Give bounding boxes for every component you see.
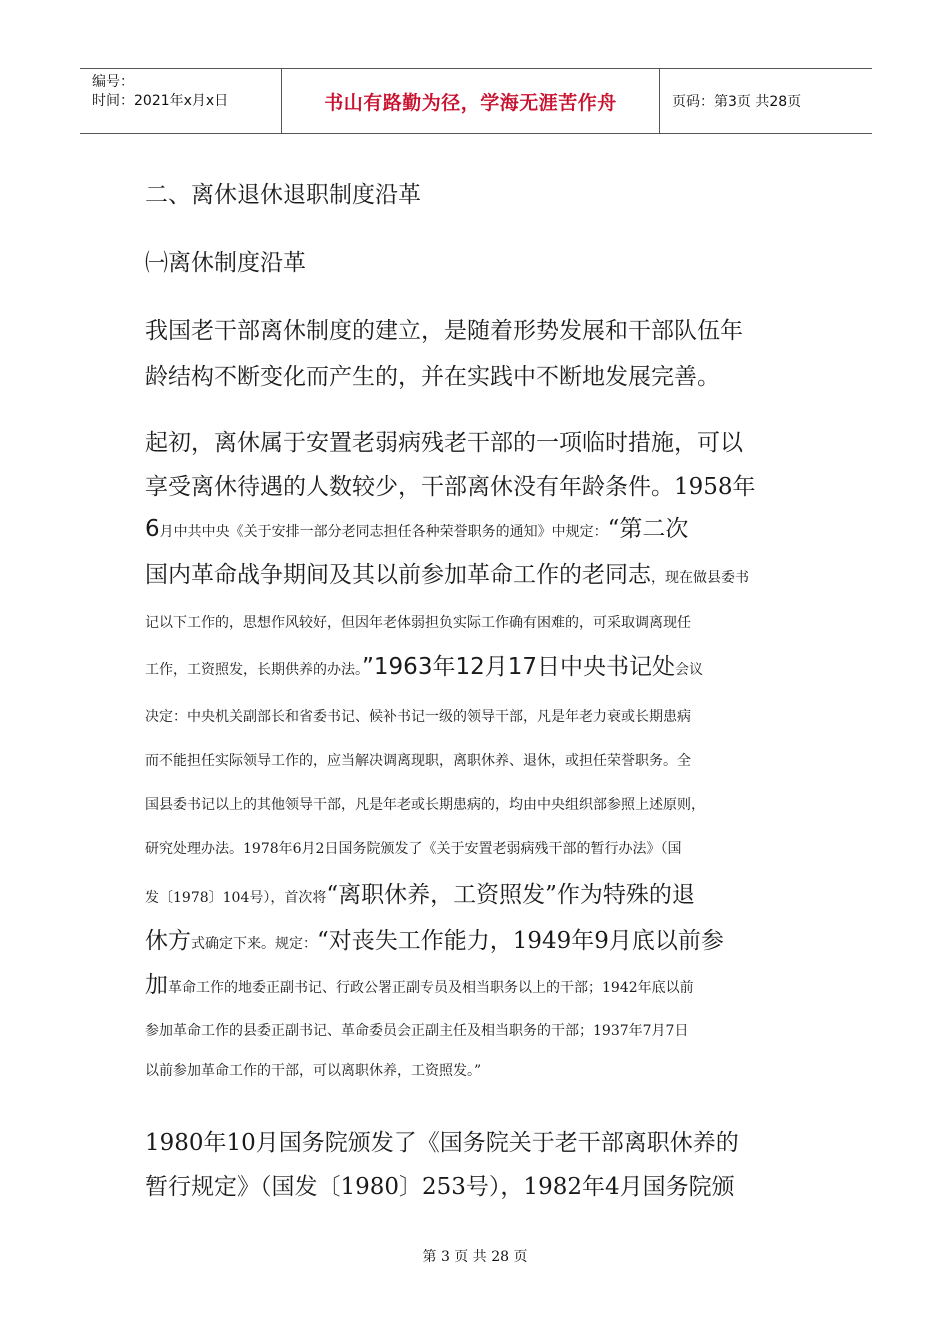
text-run: 休方 bbox=[145, 928, 191, 954]
subsection-heading: ㈠离休制度沿革 bbox=[145, 250, 306, 276]
page-footer: 第 3 页 共 28 页 bbox=[422, 1249, 528, 1265]
text-run: “离职休养，工资照发”作为特殊的退 bbox=[326, 882, 695, 908]
paragraph-3-line-2: 暂行规定》（国发〔1980〕253号），1982年4月国务院颁 bbox=[145, 1174, 735, 1200]
paragraph-2-line-13 bbox=[145, 966, 694, 999]
text-run: “第二次 bbox=[607, 516, 689, 542]
text-run: 革命工作的地委正副书记、行政公署正副专员及相当职务以上的干部；1942年底以前 bbox=[168, 980, 694, 996]
paragraph-2-line-4 bbox=[145, 556, 749, 589]
text-run: “对丧失工作能力，1949年9月底以前参 bbox=[317, 928, 724, 954]
paragraph-2-line-10: 研究处理办法。1978年6月2日国务院颁发了《关于安置老弱病残干部的暂行办法》（国 bbox=[145, 841, 682, 857]
paragraph-2-line-5: 记以下工作的，思想作风较好，但因年老体弱担负实际工作确有困难的，可采取调离现任 bbox=[145, 615, 691, 631]
section-heading: 二、离休退休退职制度沿革 bbox=[145, 182, 421, 208]
paragraph-2-line-2: 享受离休待遇的人数较少，干部离休没有年龄条件。1958年 bbox=[145, 474, 756, 500]
paragraph-2-line-3 bbox=[145, 510, 688, 543]
paragraph-2-line-1: 起初，离休属于安置老弱病残老干部的一项临时措施，可以 bbox=[145, 430, 743, 456]
text-run: 式确定下来。规定： bbox=[191, 936, 317, 952]
paragraph-3-line-1: 1980年10月国务院颁发了《国务院关于老干部离职休养的 bbox=[145, 1130, 739, 1156]
paragraph-2-line-11 bbox=[145, 876, 695, 909]
paragraph-2-line-9: 国县委书记以上的其他领导干部，凡是年老或长期患病的，均由中央组织部参照上述原则， bbox=[145, 797, 705, 813]
paragraph-1-line-1: 我国老干部离休制度的建立，是随着形势发展和干部队伍年 bbox=[145, 318, 743, 344]
paragraph-2-line-12 bbox=[145, 922, 724, 955]
paragraph-2-line-15: 以前参加革命工作的干部，可以离职休养，工资照发。” bbox=[145, 1063, 482, 1079]
header-page-info: 页码：第3页 共28页 bbox=[672, 94, 802, 110]
text-run: ，现在做县委书 bbox=[651, 570, 749, 586]
paragraph-2-line-6 bbox=[145, 648, 703, 681]
text-run: 月中共中央《关于安排一部分老同志担任各种荣誉职务的通知》中规定： bbox=[159, 524, 608, 540]
paragraph-2-line-14: 参加革命工作的县委正副书记、革命委员会正副主任及相当职务的干部；1937年7月7日 bbox=[145, 1023, 689, 1039]
header-motto: 书山有路勤为径，学海无涯苦作舟 bbox=[282, 69, 660, 133]
number-label: 编号： bbox=[92, 74, 134, 90]
page-header bbox=[80, 68, 872, 134]
text-run: 国内革命战争期间及其以前参加革命工作的老同志 bbox=[145, 562, 651, 588]
text-run: ”1963年12月17日中央书记处 bbox=[362, 654, 675, 680]
text-run: 加 bbox=[145, 972, 168, 998]
paragraph-2-line-8: 而不能担任实际领导工作的，应当解决调离现职，离职休养、退休，或担任荣誉职务。全 bbox=[145, 753, 691, 769]
paragraph-1-line-2: 龄结构不断变化而产生的，并在实践中不断地发展完善。 bbox=[145, 364, 720, 390]
text-run: 会议 bbox=[674, 662, 703, 678]
header-meta bbox=[80, 69, 282, 133]
text-run: 6 bbox=[145, 516, 160, 542]
text-run: 工作，工资照发，长期供养的办法。 bbox=[145, 662, 362, 678]
paragraph-2-line-7: 决定：中央机关副部长和省委书记、候补书记一级的领导干部，凡是年老力衰或长期患病 bbox=[145, 709, 691, 725]
text-run: 发〔1978〕104号），首次将 bbox=[145, 890, 327, 906]
time-label: 时间：2021年x月x日 bbox=[92, 93, 229, 109]
